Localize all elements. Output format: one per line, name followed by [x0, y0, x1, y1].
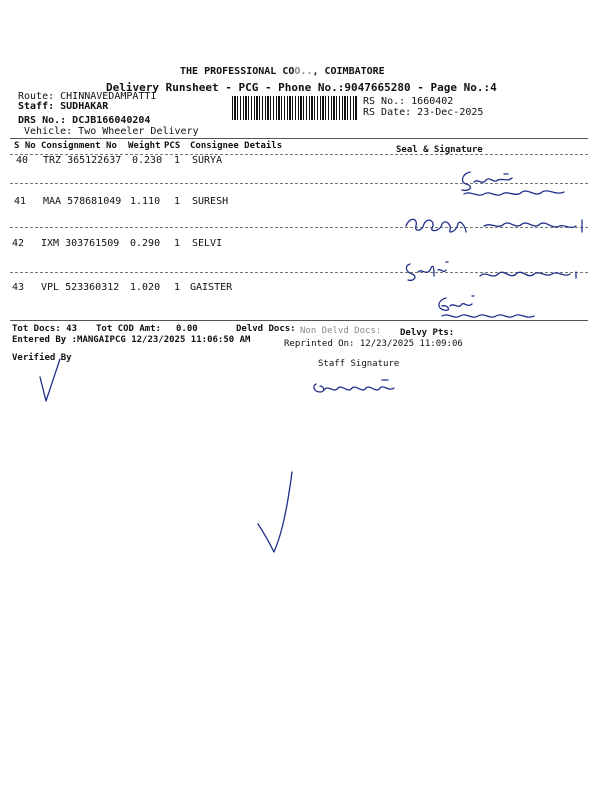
row-consignment: TRZ 365122637	[43, 155, 122, 166]
rs-date: RS Date: 23-Dec-2025	[363, 107, 484, 118]
col-consignee: Consignee Details	[190, 141, 283, 151]
col-seal-signature: Seal & Signature	[396, 145, 483, 155]
col-consignment: Consignment No	[41, 141, 117, 151]
verified-check-mark	[34, 355, 74, 405]
non-delivered-docs: Non Delvd Docs:	[300, 326, 382, 336]
row-pcs: 1	[174, 196, 181, 207]
row-sno: 42	[12, 238, 25, 249]
row-consignment: IXM 303761509	[41, 238, 120, 249]
row-sno: 43	[12, 282, 25, 293]
signature-row-42	[400, 256, 590, 286]
table-top-rule	[10, 138, 588, 139]
barcode	[232, 96, 358, 120]
company-name: THE PROFESSIONAL COO.., COIMBATORE	[180, 66, 385, 77]
delivered-docs: Delvd Docs:	[236, 324, 296, 334]
total-cod-label: Tot COD Amt:	[96, 324, 162, 334]
staff-label: Staff: SUDHAKAR	[18, 101, 109, 112]
signature-row-43	[430, 292, 590, 322]
vehicle-label: Vehicle: Two Wheeler Delivery	[24, 126, 199, 137]
row-pcs: 1	[174, 238, 181, 249]
total-docs: Tot Docs: 43	[12, 324, 78, 334]
route-label: Route: CHINNAVEDAMPATTI	[18, 91, 157, 102]
row-consignee: SURYA	[192, 155, 223, 166]
row-weight: 1.110	[130, 196, 161, 207]
row-consignee: SELVI	[192, 238, 223, 249]
row-weight: 1.020	[130, 282, 161, 293]
row-consignee: SURESH	[192, 196, 229, 207]
staff-signature-label: Staff Signature	[318, 359, 400, 369]
staff-signature	[310, 374, 400, 398]
col-weight: Weight	[128, 141, 161, 151]
row-consignment: MAA 578681049	[43, 196, 122, 207]
row-pcs: 1	[174, 282, 181, 293]
row-consignment: VPL 523360312	[41, 282, 120, 293]
total-cod-value: 0.00	[176, 324, 198, 334]
signature-row-40	[400, 168, 590, 204]
large-check-mark	[250, 468, 310, 558]
row-sno: 40	[16, 155, 29, 166]
delivery-points: Delvy Pts:	[400, 328, 455, 338]
verified-by: Verified By	[12, 353, 72, 363]
rs-number: RS No.: 1660402	[363, 96, 454, 107]
signature-row-41	[400, 210, 590, 240]
row-sno: 41	[14, 196, 27, 207]
runsheet-title: Delivery Runsheet - PCG - Phone No.:9047665280 - Page No.:4	[106, 81, 497, 94]
row-pcs: 1	[174, 155, 181, 166]
row-consignee: GAISTER	[190, 282, 233, 293]
row-weight: 0.290	[130, 238, 161, 249]
col-pcs: PCS	[164, 141, 181, 151]
reprinted-on: Reprinted On: 12/23/2025 11:09:06	[284, 339, 463, 349]
drs-number: DRS No.: DCJB166040204	[18, 115, 151, 126]
col-sno: S No	[14, 141, 36, 151]
row-weight: 0.230	[132, 155, 163, 166]
entered-by: Entered By :MANGAIPCG 12/23/2025 11:06:50 AM	[12, 335, 251, 345]
